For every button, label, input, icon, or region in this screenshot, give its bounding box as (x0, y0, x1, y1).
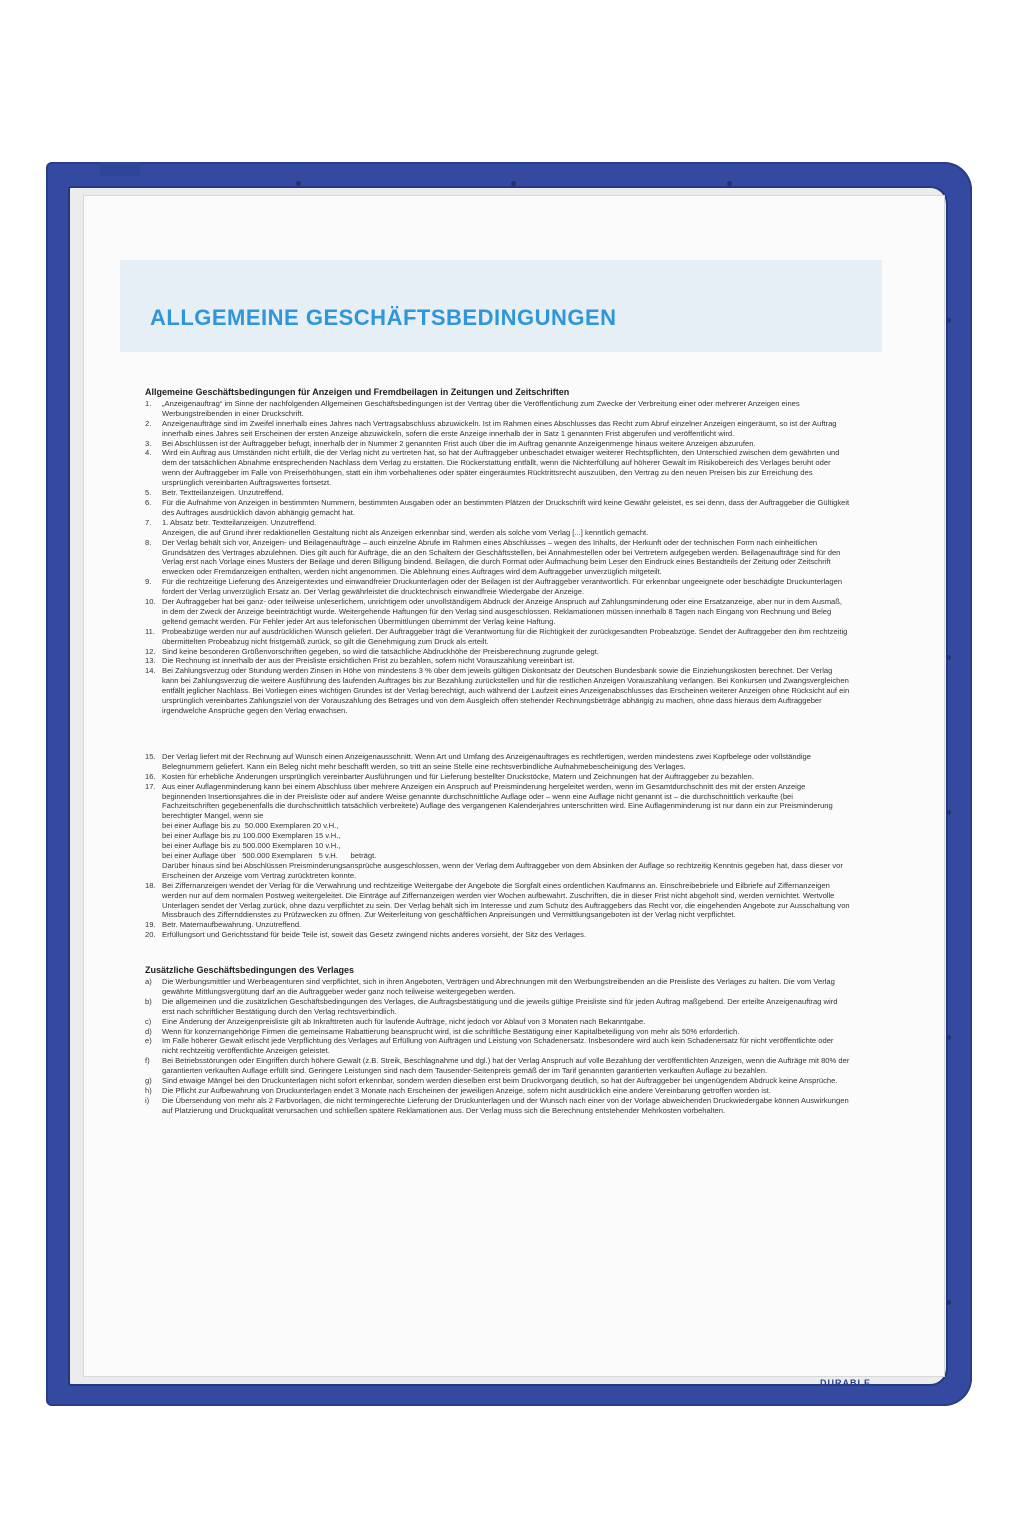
clause-number: 18. (145, 880, 156, 890)
clause-number: 12. (145, 646, 156, 656)
clause-number: 16. (145, 771, 156, 781)
clause-item (145, 488, 850, 498)
clause-text: Sind etwaige Mängel bei den Druckunterlagen nicht sofort erkennbar, sondern werden dieselben erst beim Druckvorgang deutlich, so hat der Auftraggeber bei ungenügendem Abdruck keine Ansprüche. (162, 1076, 838, 1086)
clause-item (145, 647, 850, 657)
auflage-list (145, 821, 850, 861)
clause-number: 4. (145, 448, 152, 458)
rivet-icon (511, 181, 516, 186)
clause-number: 8. (145, 537, 152, 547)
clause-text: Kosten für erhebliche Änderungen ursprünglich vereinbarter Ausführungen und für Lieferung bestellter Druckstöcke, Matern und Zeichnungen hat der Auftraggeber zu bezahlen. (162, 771, 754, 781)
terms-content (145, 388, 850, 1116)
clause-text: Wenn für konzernangehörige Firmen die gemeinsame Rabattierung beansprucht wird, ist die schriftliche Bestätigung einer Kapitalbeteiligung von mehr als 50% erforderlich. (162, 1026, 740, 1036)
clause-number: e) (145, 1036, 152, 1046)
clause-text: Bei Abschlüssen ist der Auftraggeber befugt, innerhalb der in Nummer 2 genannten Frist auch über die im Auftrag genannte Anzeigenmenge hinaus weitere Anzeigen abzurufen. (162, 438, 756, 448)
clause-number: 13. (145, 656, 156, 666)
clause-number: d) (145, 1026, 152, 1036)
clause-item (145, 977, 850, 997)
clause-number: 9. (145, 577, 152, 587)
clause-item (145, 538, 850, 578)
clause-item (145, 597, 850, 627)
clause-text: Probeabzüge werden nur auf ausdrücklichen Wunsch geliefert. Der Auftraggeber trägt die Verantwortung für die Richtigkeit der zurückgesandten Probeabzüge. Sendet der Auftraggeber den ihm rechtzeitig übermittelten Probeabzug nicht fristgemäß zurück, so gilt die Genehmigung zum Druck als erteilt. (162, 626, 848, 646)
clause-item (145, 577, 850, 597)
clause-item (145, 1027, 850, 1037)
clause-text: Wird ein Auftrag aus Umständen nicht erfüllt, die der Verlag nicht zu vertreten hat, so hat der Auftraggeber unbeschadet etwaiger weiterer Rechtspflichten, den Unterschied zwischen dem gewährten und dem der tatsächlichen Abnahme entsprechenden Nachlass dem Verlag zu erstatten. Die Rückerstattung entfällt, wenn die Nichterfüllung auf höherer Gewalt im Risikobereich des Verlages beruht oder wenn der Auftraggeber im Falle von Preiserhöhungen, statt ein ihm vorbehaltenes oder später eingeräumtes Rücktrittsrecht auszuüben, den Vertrag zu den neuen Preisen bis zur Erreichung des ursprünglich vereinbarten Auftragswertes fortsetzt. (162, 448, 840, 488)
clause-item (145, 498, 850, 518)
section-heading: Zusätzliche Geschäftsbedingungen des Verlages (145, 965, 355, 976)
clause-number: a) (145, 977, 152, 987)
clause-number: 6. (145, 497, 152, 507)
clause-item (145, 627, 850, 647)
clause-text: Im Falle höherer Gewalt erlischt jede Verpflichtung des Verlages auf Erfüllung von Aufträgen und Leistung von Schadenersatz. Insbesondere wird auch kein Schadenersatz für nicht veröffentlichte oder nicht rechtzeitig veröffentlichte Anzeigen geleistet. (162, 1036, 834, 1056)
clause-item (145, 1056, 850, 1076)
clause-text: Die Übersendung von mehr als 2 Farbvorlagen, die nicht termingerechte Lieferung der Druckunterlagen und der Wunsch nach einer von der Vorlage abweichenden Druckwiedergabe können Auswirkungen auf Platzierung und Druckqualität verursachen und schließen spätere Reklamationen aus. Der Verlag muss sich die Berechnung entstehender Mehrkosten vorbehalten. (162, 1095, 849, 1115)
rivet-icon (946, 655, 951, 660)
clause-number: 20. (145, 930, 156, 940)
clause-number: h) (145, 1086, 152, 1095)
rivet-icon (946, 810, 951, 815)
rivet-icon (946, 1035, 951, 1040)
clause-item (145, 1017, 850, 1027)
clause-list (145, 977, 850, 1116)
clause-text: Für die Aufnahme von Anzeigen in bestimmten Nummern, bestimmten Ausgaben oder an bestimmten Plätzen der Druckschrift wird keine Gewähr geleistet, es sei denn, dass der Auftraggeber die Gültigkeit des Auftrages ausdrücklich davon abhängig gemacht hat. (162, 497, 850, 517)
clause-item (145, 772, 850, 782)
clause-text: Anzeigenaufträge sind im Zweifel innerhalb eines Jahres nach Vertragsabschluss abzuwickeln. Ist im Rahmen eines Abschlusses das Recht zum Abruf einzelner Anzeigen eingeräumt, so ist der Auftrag innerhalb eines Jahres seit Erscheinen der ersten Anzeige abzuwickeln, sofern die erste Anzeige innerhalb der in Satz 1 genannten Frist abgerufen und veröffentlicht wird. (162, 418, 837, 438)
rivet-icon (946, 1300, 951, 1305)
clause-text: Die Pflicht zur Aufbewahrung von Druckunterlagen endet 3 Monate nach Erscheinen der jeweiligen Anzeige, sofern nicht ausdrücklich eine andere Vereinbarung getroffen worden ist. (162, 1086, 772, 1095)
clause-text: Betr. Maternaufbewahrung. Unzutreffend. (162, 920, 302, 930)
clause-number: c) (145, 1016, 152, 1026)
clause-list (145, 752, 850, 821)
rivet-icon (946, 318, 951, 323)
clause-text: Erfüllungsort und Gerichtsstand für beide Teile ist, soweit das Gesetz zwingend nichts anderes vorsieht, der Sitz des Verlages. (162, 930, 587, 940)
clause-item (145, 920, 850, 930)
clause-text: Der Verlag behält sich vor, Anzeigen- und Beilagenaufträge – auch einzelne Abrufe im Rahmen eines Abschlusses – wegen des Inhalts, der Herkunft oder der technischen Form nach einheitlichen Grundsätzen des Vertrages abzulehnen. Dies gilt auch für Aufträge, die an den Schaltern der Geschäftsstellen, bei Annahmestellen oder bei Vertretern aufgegeben werden. Beilagenaufträge sind für den Verlag erst nach Vorlage eines Musters der Beilage und deren Billigung bindend. Beilagen, die durch Format oder Aufmachung beim Leser den Eindruck eines Bestandteils der Zeitung oder Zeitschrift erwecken oder Fremdanzeigen enthalten, werden nicht angenommen. Die Ablehnung eines Auftrages wird dem Auftraggeber unverzüglich mitgeteilt. (162, 537, 841, 577)
clause-text: Bei Zahlungsverzug oder Stundung werden Zinsen in Höhe von mindestens 3 % über dem jeweils gültigen Diskontsatz der Deutschen Bundesbank sowie die Einziehungskosten berechnet. Der Verlag kann bei Zahlungsverzug die weitere Ausführung des laufenden Auftrages bis zur Bezahlung zurückstellen und für die restlichen Anzeigen Vorauszahlung verlangen. Bei Konkursen und Zwangsvergleichen entfällt jeglicher Nachlass. Bei Vorliegen eines wichtigen Grundes ist der Verlag berechtigt, auch während der Laufzeit eines Anzeigenabschlusses das Erscheinen weiterer Anzeigen ohne Rücksicht auf ein ursprünglich vereinbartes Zahlungsziel von der Vorauszahlung des Betrages und von dem Ausgleich offen stehender Rechnungsbeträge abhängig zu machen, ohne dass hieraus dem Auftraggeber irgendwelche Ansprüche gegen den Verlag erwachsen. (162, 666, 850, 715)
clause-text: Die allgemeinen und die zusätzlichen Geschäftsbedingungen des Verlages, die Auftragsbestätigung und die jeweils gültige Preisliste sind für jeden Auftrag maßgebend. Der erteilte Anzeigenauftrag wird erst nach schriftlicher Bestätigung durch den Verlag rechtsverbindlich. (162, 996, 838, 1016)
clause-number: 10. (145, 597, 156, 607)
clause-text: 1. Absatz betr. Textteilanzeigen. Unzutreffend. (162, 517, 317, 527)
auflage-line: bei einer Auflage bis zu 500.000 Exemplaren 10 v.H., (162, 841, 341, 851)
clause-item (145, 528, 850, 538)
rivet-icon (727, 181, 732, 186)
clause-item (145, 997, 850, 1017)
clause-text: Betr. Textteilanzeigen. Unzutreffend. (162, 488, 284, 498)
clause-number: 1. (145, 398, 152, 408)
brand-logo: DURABLE (820, 1378, 871, 1388)
clause-item (145, 399, 850, 419)
clause-text: Aus einer Auflagenminderung kann bei einem Abschluss über mehrere Anzeigen ein Anspruch auf Preisminderung hergeleitet werden, wenn im Gesamtdurchschnitt des mit der ersten Anzeige beginnenden Insertionsjahres die in der Preisliste oder auf andere Weise genannte durchschnittliche Auflage oder – wenn eine Auflage nicht genannt ist – die durchschnittlich verkaufte (bei Fachzeitschriften gegebenenfalls die durchschnittlich tatsächlich verbreitete) Auflage des vergangenen Kalenderjahres unterschritten wird. Eine Auflagenminderung ist nur dann ein zur Preisminderung berechtigter Mangel, wenn sie (162, 781, 833, 821)
clause-number: f) (145, 1056, 150, 1066)
clause-number: b) (145, 996, 152, 1006)
clause-number: 19. (145, 920, 156, 930)
clause-item (145, 448, 850, 488)
clause-number (145, 528, 162, 538)
auflage-line: bei einer Auflage bis zu 50.000 Exemplaren 20 v.H., (162, 821, 339, 831)
clause-text: Eine Änderung der Anzeigenpreisliste gilt ab Inkrafttreten auch für laufende Aufträge, nicht jedoch vor Ablauf von 3 Monaten nach Bekanntgabe. (162, 1016, 646, 1026)
clause-text: Der Verlag liefert mit der Rechnung auf Wunsch einen Anzeigenausschnitt. Wenn Art und Umfang des Anzeigenauftrages es rechtfertigen, werden mindestens zwei Kopfbelege oder vollständige Belegnummern geliefert. Kann ein Beleg nicht mehr beschafft werden, so tritt an seine Stelle eine rechtsverbindliche Aufnahmebescheinigung des Verlages. (162, 751, 811, 771)
clause-item (145, 1096, 850, 1116)
auflage-line: bei einer Auflage über 500.000 Exemplaren 5 v.H. beträgt. (162, 850, 377, 860)
clause-text: „Anzeigenauftrag“ im Sinne der nachfolgenden Allgemeinen Geschäftsbedingungen ist der Vertrag über die Veröffentlichung zum Zwecke der Verbreitung einer oder mehrerer Anzeigen eines Werbungstreibenden in einer Druckschrift. (162, 398, 800, 418)
auflage-line: bei einer Auflage bis zu 100.000 Exemplaren 15 v.H., (162, 831, 341, 841)
clause-text: Für die rechtzeitige Lieferung des Anzeigentextes und einwandfreier Druckunterlagen oder der Beilagen ist der Auftraggeber verantwortlich. Für erkennbar ungeeignete oder beschädigte Druckunterlagen fordert der Verlag unverzüglich Ersatz an. Der Verlag gewährleistet die drucktechnisch einwandfreie Wiedergabe der Anzeige. (162, 577, 843, 597)
clause-number: 3. (145, 438, 152, 448)
clause-number: 17. (145, 781, 156, 791)
clause-paragraph: Darüber hinaus sind bei Abschlüssen Preisminderungsansprüche ausgeschlossen, wenn der Verlag dem Auftraggeber von dem Absinken der Auflage so rechtzeitig Kenntnis gegeben hat, dass dieser vor Erscheinen der Anzeige vom Vertrag zurücktreten konnte. (162, 860, 843, 880)
clause-item (145, 656, 850, 666)
clause-item (145, 419, 850, 439)
clause-number: 2. (145, 418, 152, 428)
page-title: ALLGEMEINE GESCHÄFTSBEDINGUNGEN (150, 305, 617, 330)
clause-item (145, 881, 850, 921)
clause-number: 5. (145, 488, 152, 498)
clause-item (145, 518, 850, 528)
clause-item (145, 1086, 850, 1096)
clause-item (145, 439, 850, 449)
clause-text: Sind keine besonderen Größenvorschriften gegeben, so wird die tatsächliche Abdruckhöhe der Preisberechnung zugrunde gelegt. (162, 646, 599, 656)
clause-text: Bei Betriebsstörungen oder Eingriffen durch höhere Gewalt (z.B. Streik, Beschlagnahme und dgl.) hat der Verlag Anspruch auf volle Bezahlung der veröffentlichten Anzeigen, wenn die Aufträge mit 80% der garantierten verkauften Auflage erfüllt sind. Geringere Leistungen sind nach dem Tausender-Seitenpreis gemäß der im Tarif genannten garantierten verkauften Auflage zu bezahlen. (162, 1056, 850, 1076)
clause-number: g) (145, 1076, 152, 1086)
clause-item (145, 1036, 850, 1056)
clause-number: 15. (145, 751, 156, 761)
clause-item (145, 1076, 850, 1086)
clause-number: 14. (145, 666, 156, 676)
section-heading: Allgemeine Geschäftsbedingungen für Anzeigen und Fremdbeilagen in Zeitungen und Zeitschriften (145, 387, 570, 397)
clause-text: Die Werbungsmittler und Werbeagenturen sind verpflichtet, sich in ihren Angeboten, Verträgen und Abrechnungen mit den Werbungstreibenden an die Preisliste des Verlages zu halten. Die vom Verlag gewährte Mittlungsvergütung darf an die Auftraggeber weder ganz noch teilweise weitergegeben werden. (162, 977, 835, 996)
panel-hinge-tab (100, 162, 140, 176)
clause-text: Der Auftraggeber hat bei ganz- oder teilweise unleserlichem, unrichtigem oder unvollständigem Abdruck der Anzeige Anspruch auf Zahlungsminderung oder eine Ersatzanzeige, aber nur in dem Ausmaß, in dem der Zweck der Anzeige beeinträchtigt wurde. Weitergehende Haftungen für den Verlag sind ausgeschlossen. Reklamationen müssen innerhalb 8 Tagen nach Eingang von Rechnung und Beleg geltend gemacht werden. Für Fehler jeder Art aus telefonischen Übermittlungen übernimmt der Verlag keine Haftung. (162, 597, 843, 626)
clause-text: Die Rechnung ist innerhalb der aus der Preisliste ersichtlichen Frist zu bezahlen, sofern nicht Vorauszahlung vereinbart ist. (162, 656, 575, 666)
clause-item (145, 782, 850, 822)
clause-text: Anzeigen, die auf Grund ihrer redaktionellen Gestaltung nicht als Anzeigen erkennbar sind, werden als solche vom Verlag [...] kenntlich gemacht. (162, 527, 649, 537)
clause-list (145, 399, 850, 716)
clause-list (145, 881, 850, 940)
clause-number: 11. (145, 626, 155, 636)
clause-number: i) (145, 1095, 150, 1105)
clause-item (145, 930, 850, 940)
clause-item (145, 752, 850, 772)
clause-item (145, 666, 850, 716)
rivet-icon (296, 181, 301, 186)
clause-text: Bei Ziffernanzeigen wendet der Verlag für die Verwahrung und rechtzeitige Weitergabe der Angebote die Sorgfalt eines ordentlichen Kaufmanns an. Einschreibebriefe und Eilbriefe auf Ziffernanzeigen werden nur auf dem normalen Postweg weitergeleitet. Die Einträge auf Ziffernanzeigen werden vier Wochen aufbewahrt. Zuschriften, die in dieser Frist nicht abgeholt sind, werden vernichtet. Wertvolle Unterlagen sendet der Verlag zurück, ohne dazu verpflichtet zu sein. Der Verlag behält sich im Interesse und zum Schutz des Auftraggebers das Recht vor, die eingehenden Angebote zur Ausschaltung von Missbrauch des Ziffernddienstes zu Prüfzwecken zu öffnen. Zur Weiterleitung von geschäftlichen Anpreisungen und Vermittlungsangeboten ist der Verlag nicht verpflichtet. (162, 880, 850, 920)
clause-number: 7. (145, 517, 152, 527)
